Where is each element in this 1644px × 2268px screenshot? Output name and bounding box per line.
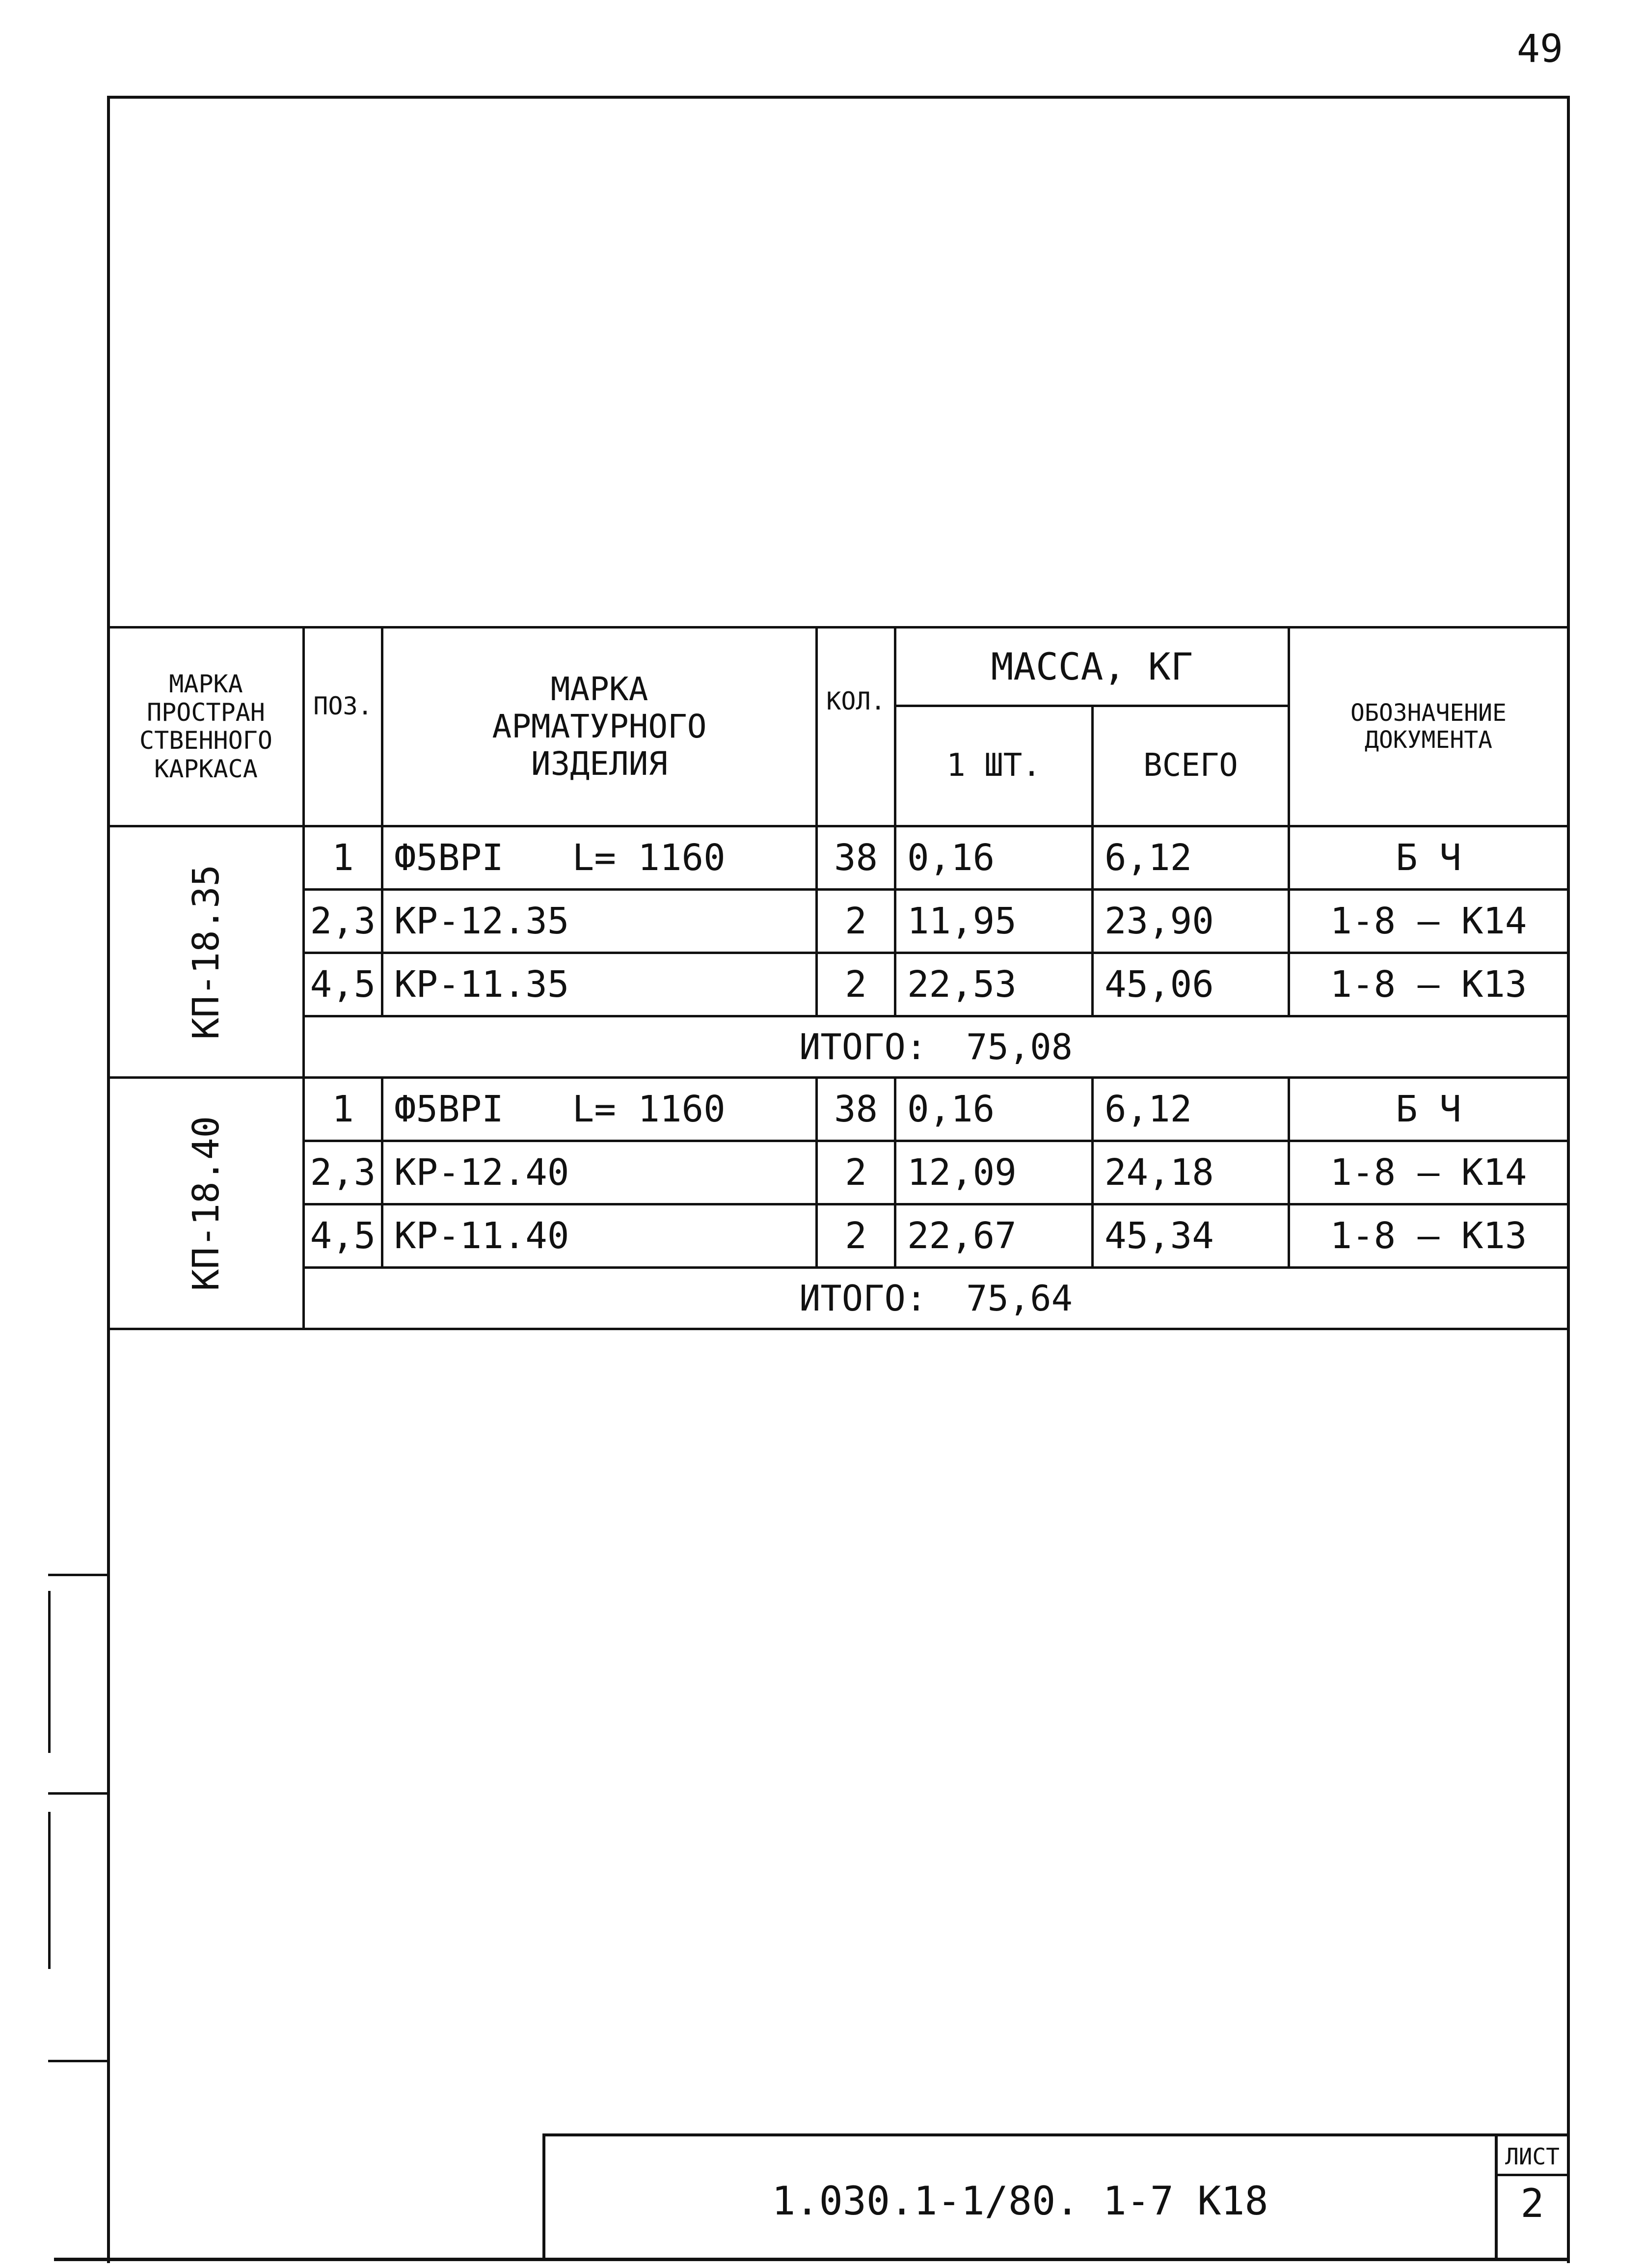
item-cell: КР-11.40	[382, 1204, 817, 1268]
header-mass-total: ВСЕГО	[1093, 706, 1289, 826]
sheet-label: ЛИСТ	[1498, 2139, 1567, 2176]
table-row	[108, 1078, 1568, 1141]
item-cell: КР-12.35	[382, 890, 817, 953]
total-mass-cell: 45,06	[1093, 953, 1289, 1016]
frame-mark-cell	[108, 1078, 304, 1329]
position-cell: 1	[304, 1078, 382, 1141]
header-position: ПОЗ.	[304, 628, 382, 826]
position-cell: 4,5	[304, 953, 382, 1016]
document-cell: 1-8 — К13	[1289, 1204, 1568, 1268]
title-block-main	[542, 2133, 1495, 2258]
frame-bottom-line	[54, 2258, 1567, 2261]
header-item-mark: МАРКА АРМАТУРНОГО ИЗДЕЛИЯ	[382, 628, 817, 826]
sheet-box	[1495, 2133, 1567, 2258]
header-mass-unit: 1 ШТ.	[895, 706, 1093, 826]
title-block	[542, 2133, 1567, 2258]
page-number: 49	[1517, 27, 1563, 71]
total-mass-cell: 6,12	[1093, 826, 1289, 890]
header-quantity: КОЛ.	[817, 628, 895, 826]
document-cell: 1-8 — К14	[1289, 1141, 1568, 1204]
margin-line	[48, 1591, 51, 1753]
item-cell: Ф5ВРI L= 1160	[382, 1078, 817, 1141]
quantity-cell: 2	[817, 953, 895, 1016]
header-frame-mark: МАРКА ПРОСТРАН СТВЕННОГО КАРКАСА	[108, 628, 304, 826]
quantity-cell: 38	[817, 826, 895, 890]
total-label: ИТОГО:	[799, 1026, 927, 1067]
document-cell: Б Ч	[1289, 1078, 1568, 1141]
position-cell: 2,3	[304, 890, 382, 953]
header-document: ОБОЗНАЧЕНИЕ ДОКУМЕНТА	[1289, 628, 1568, 826]
position-cell: 4,5	[304, 1204, 382, 1268]
unit-mass-cell: 22,67	[895, 1204, 1093, 1268]
unit-mass-cell: 0,16	[895, 826, 1093, 890]
item-cell: КР-12.40	[382, 1141, 817, 1204]
quantity-cell: 38	[817, 1078, 895, 1141]
table-row	[108, 890, 1568, 953]
table-row	[108, 826, 1568, 890]
total-row	[108, 1016, 1568, 1078]
item-cell: КР-11.35	[382, 953, 817, 1016]
margin-mark	[48, 2060, 107, 2062]
table-row	[108, 1204, 1568, 1268]
position-cell: 1	[304, 826, 382, 890]
total-cell	[304, 1016, 1568, 1078]
total-value: 75,64	[966, 1278, 1073, 1319]
unit-mass-cell: 11,95	[895, 890, 1093, 953]
total-mass-cell: 6,12	[1093, 1078, 1289, 1141]
total-mass-cell: 45,34	[1093, 1204, 1289, 1268]
total-mass-cell: 24,18	[1093, 1141, 1289, 1204]
unit-mass-cell: 0,16	[895, 1078, 1093, 1141]
total-row	[108, 1268, 1568, 1329]
quantity-cell: 2	[817, 890, 895, 953]
item-cell: Ф5ВРI L= 1160	[382, 826, 817, 890]
margin-mark	[48, 1574, 107, 1576]
table-row	[108, 953, 1568, 1016]
unit-mass-cell: 22,53	[895, 953, 1093, 1016]
frame-mark: КП-18.40	[185, 1116, 227, 1291]
total-value: 75,08	[966, 1026, 1073, 1067]
quantity-cell: 2	[817, 1141, 895, 1204]
specification-table	[107, 626, 1569, 1330]
total-cell	[304, 1268, 1568, 1329]
document-cell: 1-8 — К14	[1289, 890, 1568, 953]
total-label: ИТОГО:	[799, 1278, 927, 1319]
margin-mark	[48, 1792, 107, 1795]
frame-mark-cell	[108, 826, 304, 1078]
total-mass-cell: 23,90	[1093, 890, 1289, 953]
frame-mark: КП-18.35	[185, 864, 227, 1039]
quantity-cell: 2	[817, 1204, 895, 1268]
position-cell: 2,3	[304, 1141, 382, 1204]
header-mass: МАССА, КГ	[895, 628, 1289, 706]
document-cell: Б Ч	[1289, 826, 1568, 890]
document-code: 1.030.1-1/80. 1-7 К18	[772, 2178, 1268, 2224]
table-row	[108, 1141, 1568, 1204]
margin-line	[48, 1812, 51, 1969]
document-cell: 1-8 — К13	[1289, 953, 1568, 1016]
unit-mass-cell: 12,09	[895, 1141, 1093, 1204]
sheet-number: 2	[1520, 2181, 1544, 2226]
